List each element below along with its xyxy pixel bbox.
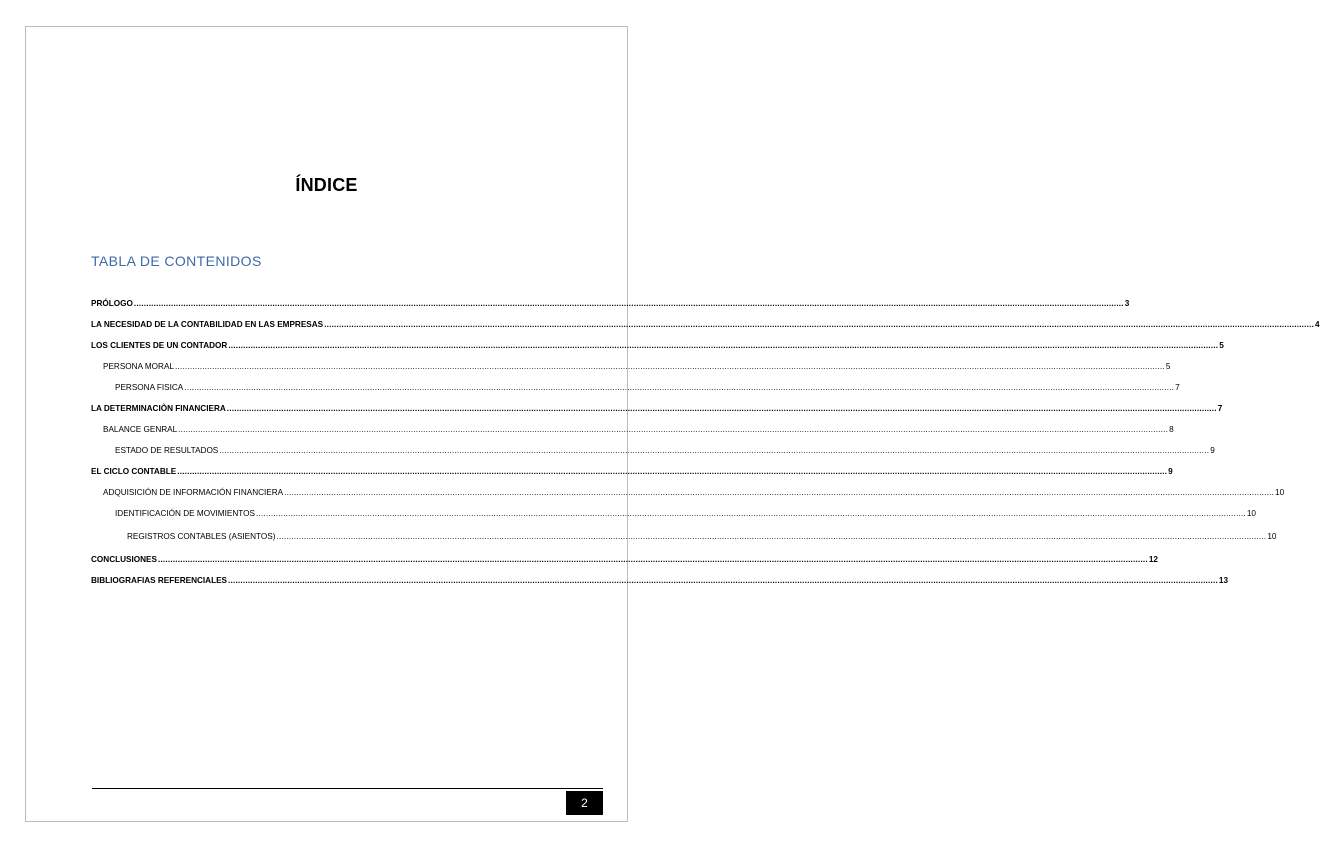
page-number-badge: 2 [566,791,603,815]
toc-entry[interactable] [91,505,1256,519]
toc-leader-dots: ................................................................................................................................................................................................................................................................................................................................................................................................................ [178,425,1169,434]
toc-leader-dots: ................................................................................................................................................................................................................................................................................................................................................................................................................ [157,555,1148,564]
toc-leader-dots: ................................................................................................................................................................................................................................................................................................................................................................................................................ [226,404,1217,413]
toc-entry-title: EL CICLO CONTABLE [91,467,177,476]
toc-entry-title: IDENTIFICACIÓN DE MOVIMIENTOS [115,509,255,518]
toc-entry[interactable] [91,358,1171,372]
toc-leader-dots: ................................................................................................................................................................................................................................................................................................................................................................................................................ [174,362,1165,371]
toc-heading: TABLA DE CONTENIDOS [91,253,262,269]
toc-entry-page: 13 [1218,576,1229,585]
toc-entry-title: ESTADO DE RESULTADOS [115,446,219,455]
toc-entry-page: 5 [1165,362,1171,371]
toc-entry[interactable] [91,421,1174,435]
toc-entry-title: ADQUISICIÓN DE INFORMACIÓN FINANCIERA [103,488,284,497]
toc-entry-title: REGISTROS CONTABLES (ASIENTOS) [127,532,276,541]
toc-leader-dots: ................................................................................................................................................................................................................................................................................................................................................................................................................ [228,341,1219,350]
toc-entry[interactable] [91,484,1285,498]
toc-leader-dots: ................................................................................................................................................................................................................................................................................................................................................................................................................ [219,446,1210,455]
footer-divider [92,788,603,789]
toc-leader-dots: ................................................................................................................................................................................................................................................................................................................................................................................................................ [184,383,1175,392]
toc-entry[interactable] [91,316,1320,330]
toc-entry[interactable] [91,572,1229,586]
toc-leader-dots: ................................................................................................................................................................................................................................................................................................................................................................................................................ [133,299,1124,308]
toc-entry-page: 10 [1246,509,1256,518]
toc-entry-title: CONCLUSIONES [91,555,157,564]
document-page [25,26,1320,822]
toc-entry-page: 9 [1210,446,1215,455]
toc-entry-page: 4 [1315,320,1320,329]
toc-entry[interactable] [91,379,1180,393]
toc-entry-title: PERSONA FISICA [115,383,184,392]
page-title: ÍNDICE [295,175,358,195]
toc-entry-title: BALANCE GENRAL [103,425,178,434]
toc-entry[interactable] [91,442,1215,456]
toc-entry-page: 10 [1267,532,1277,541]
toc-entry-page: 10 [1275,488,1285,497]
toc-entry-page: 8 [1169,425,1174,434]
toc-entry[interactable] [91,528,1277,542]
toc-entry-title: PERSONA MORAL [103,362,174,371]
toc-leader-dots: ................................................................................................................................................................................................................................................................................................................................................................................................................ [255,509,1246,518]
toc-entry-page: 7 [1217,404,1223,413]
toc-leader-dots: ................................................................................................................................................................................................................................................................................................................................................................................................................ [324,320,1315,329]
toc-entry[interactable] [91,551,1158,565]
toc-leader-dots: ................................................................................................................................................................................................................................................................................................................................................................................................................ [228,576,1218,585]
toc-entry[interactable] [91,400,1223,414]
toc-entry-title: LA DETERMINACIÒN FINANCIERA [91,404,226,413]
toc-entry[interactable] [91,463,1173,477]
toc-leader-dots: ................................................................................................................................................................................................................................................................................................................................................................................................................ [284,488,1275,497]
toc-entry-title: LA NECESIDAD DE LA CONTABILIDAD EN LAS EMPRESAS [91,320,324,329]
toc-entry[interactable] [91,295,1130,309]
toc-entry-page: 7 [1175,383,1180,392]
toc-entry-page: 5 [1219,341,1224,350]
toc-leader-dots: ................................................................................................................................................................................................................................................................................................................................................................................................................ [177,467,1168,476]
toc-entry-title: BIBLIOGRAFIAS REFERENCIALES [91,576,228,585]
toc-entry[interactable] [91,337,1224,351]
toc-entry-page: 12 [1148,555,1158,564]
toc-entry-title: LOS CLIENTES DE UN CONTADOR [91,341,228,350]
toc-leader-dots: ................................................................................................................................................................................................................................................................................................................................................................................................................ [276,532,1267,541]
toc-entry-page: 3 [1124,299,1130,308]
toc-entry-title: PRÓLOGO [91,299,133,308]
toc-entry-page: 9 [1168,467,1173,476]
